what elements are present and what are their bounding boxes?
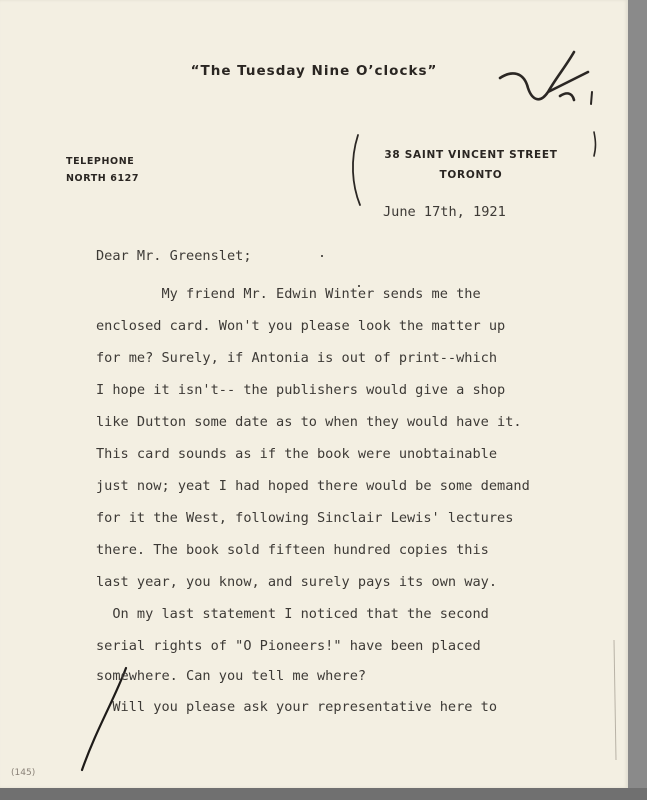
address-city: TORONTO: [439, 169, 503, 181]
letter-line: serial rights of "O Pioneers!" have been placed: [96, 638, 481, 654]
letter-line: just now; yeat I had hoped there would be some demand: [96, 478, 530, 494]
letter-line: last year, you know, and surely pays its own way.: [96, 574, 498, 590]
address-right-bracket-mark: [594, 132, 596, 156]
letter-line: enclosed card. Won't you please look the matter up: [96, 318, 506, 334]
letter-salutation: Dear Mr. Greenslet;: [96, 248, 252, 264]
letter-line: This card sounds as if the book were unobtainable: [96, 446, 498, 462]
letter-line: there. The book sold fifteen hundred copies this: [96, 542, 489, 558]
letter-line: for me? Surely, if Antonia is out of print--which: [96, 350, 498, 366]
scan-border-right: [628, 0, 647, 800]
archive-page-number: (145): [11, 768, 36, 778]
address-street: 38 SAINT VINCENT STREET: [384, 149, 558, 161]
telephone-label: TELEPHONE: [66, 156, 135, 167]
letter-line: Will you please ask your representative here to: [96, 699, 498, 715]
address-left-bracket-mark: [353, 135, 360, 205]
telephone-number: NORTH 6127: [66, 173, 140, 184]
handwritten-dot-mark: [591, 92, 592, 104]
letter-line: like Dutton some date as to when they would have it.: [96, 414, 522, 430]
margin-crease-mark: [614, 640, 616, 760]
letter-line: somewhere. Can you tell me where?: [96, 668, 367, 684]
letter-line: My friend Mr. Edwin Winter sends me the: [96, 286, 481, 302]
letter-date: June 17th, 1921: [383, 204, 506, 220]
scan-border-bottom: [0, 788, 647, 800]
letter-line: for it the West, following Sinclair Lewis' lectures: [96, 510, 514, 526]
letter-line: On my last statement I noticed that the second: [96, 606, 489, 622]
handwritten-initial-mark: [500, 52, 588, 100]
letterhead-title: “The Tuesday Nine O’clocks”: [190, 63, 438, 79]
ink-dot: [321, 255, 323, 257]
letter-line: I hope it isn't-- the publishers would give a shop: [96, 382, 506, 398]
